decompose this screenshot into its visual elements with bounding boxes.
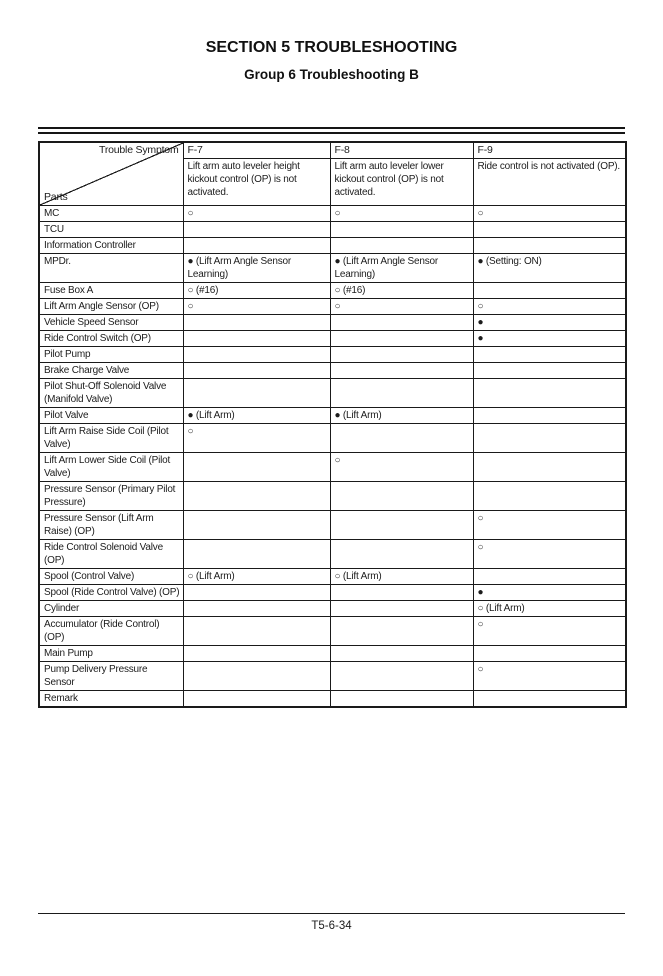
- symptom-cell: [330, 617, 473, 646]
- table-row: [39, 347, 626, 363]
- table-row: [39, 569, 626, 585]
- symptom-cell: ○ (#16): [183, 283, 330, 299]
- symptom-cell: [183, 363, 330, 379]
- symptom-cell: [183, 601, 330, 617]
- symptom-cell: ○: [473, 617, 626, 646]
- part-name-cell: Fuse Box A: [39, 283, 183, 299]
- troubleshooting-table: [38, 141, 627, 708]
- symptom-cell: [183, 315, 330, 331]
- symptom-description-f9: Ride control is not activated (OP).: [473, 159, 626, 206]
- page-subtitle: Group 6 Troubleshooting B: [244, 67, 419, 82]
- symptom-cell: ● (Lift Arm): [330, 408, 473, 424]
- table-row: [39, 363, 626, 379]
- symptom-description-f8: Lift arm auto leveler lower kickout control (OP) is not activated.: [330, 159, 473, 206]
- table-row: [39, 424, 626, 453]
- symptom-cell: [330, 331, 473, 347]
- symptom-cell: [473, 238, 626, 254]
- symptom-cell: [473, 363, 626, 379]
- part-name-cell: MPDr.: [39, 254, 183, 283]
- symptom-cell: [183, 662, 330, 691]
- symptom-cell: ●: [473, 331, 626, 347]
- symptom-cell: [330, 585, 473, 601]
- table-row: [39, 511, 626, 540]
- symptom-cell: [473, 347, 626, 363]
- symptom-cell: ○: [183, 206, 330, 222]
- table-row: [39, 283, 626, 299]
- part-name-cell: Pressure Sensor (Primary Pilot Pressure): [39, 482, 183, 511]
- symptom-cell: [183, 222, 330, 238]
- symptom-cell: ● (Setting: ON): [473, 254, 626, 283]
- symptom-cell: [330, 601, 473, 617]
- part-name-cell: Spool (Control Valve): [39, 569, 183, 585]
- symptom-cell: [473, 379, 626, 408]
- symptom-cell: ○: [183, 424, 330, 453]
- symptom-cell: [330, 691, 473, 708]
- part-name-cell: Cylinder: [39, 601, 183, 617]
- symptom-cell: [330, 424, 473, 453]
- symptom-code-row: [39, 142, 626, 159]
- symptom-cell: ○: [473, 662, 626, 691]
- table-row: [39, 617, 626, 646]
- symptom-cell: ○: [473, 511, 626, 540]
- symptom-cell: ● (Lift Arm Angle Sensor Learning): [330, 254, 473, 283]
- table-row: [39, 299, 626, 315]
- symptom-cell: ●: [473, 585, 626, 601]
- symptom-cell: [473, 408, 626, 424]
- part-name-cell: Pressure Sensor (Lift Arm Raise) (OP): [39, 511, 183, 540]
- symptom-cell: [183, 585, 330, 601]
- part-name-cell: Spool (Ride Control Valve) (OP): [39, 585, 183, 601]
- symptom-cell: ○: [330, 299, 473, 315]
- symptom-cell: ●: [473, 315, 626, 331]
- table-row: [39, 379, 626, 408]
- symptom-cell: [330, 222, 473, 238]
- symptom-cell: [330, 238, 473, 254]
- parts-rows: [39, 206, 626, 708]
- part-name-cell: Brake Charge Valve: [39, 363, 183, 379]
- symptom-cell: ○: [473, 540, 626, 569]
- table-row: [39, 453, 626, 482]
- part-name-cell: Vehicle Speed Sensor: [39, 315, 183, 331]
- symptom-cell: ○: [183, 299, 330, 315]
- part-name-cell: Pilot Valve: [39, 408, 183, 424]
- symptom-cell: ○ (Lift Arm): [473, 601, 626, 617]
- symptom-cell: [183, 347, 330, 363]
- column-header-f8: F-8: [330, 142, 473, 159]
- part-name-cell: MC: [39, 206, 183, 222]
- table-row: [39, 482, 626, 511]
- table-row: [39, 540, 626, 569]
- page-title: SECTION 5 TROUBLESHOOTING: [205, 39, 458, 56]
- symptom-cell: [183, 511, 330, 540]
- parts-label: Parts: [44, 191, 68, 203]
- symptom-cell: ● (Lift Arm Angle Sensor Learning): [183, 254, 330, 283]
- trouble-symptom-label: Trouble Symptom: [99, 144, 179, 156]
- symptom-cell: ○: [330, 453, 473, 482]
- symptom-cell: [183, 482, 330, 511]
- symptom-cell: [473, 424, 626, 453]
- symptom-cell: [330, 646, 473, 662]
- symptom-cell: [473, 453, 626, 482]
- symptom-cell: [330, 662, 473, 691]
- column-header-f9: F-9: [473, 142, 626, 159]
- symptom-cell: [330, 315, 473, 331]
- table-row: [39, 601, 626, 617]
- symptom-cell: [473, 482, 626, 511]
- symptom-cell: [473, 691, 626, 708]
- symptom-cell: [183, 540, 330, 569]
- corner-diagonal-cell: [39, 142, 183, 206]
- table-row: [39, 662, 626, 691]
- table-row: [39, 691, 626, 708]
- page-number: T5-6-34: [38, 913, 625, 932]
- symptom-cell: [183, 691, 330, 708]
- symptom-cell: [183, 379, 330, 408]
- symptom-cell: [183, 453, 330, 482]
- table-row: [39, 238, 626, 254]
- symptom-cell: [183, 331, 330, 347]
- part-name-cell: Ride Control Switch (OP): [39, 331, 183, 347]
- page-content: [38, 127, 625, 708]
- table-row: [39, 315, 626, 331]
- table-row: [39, 585, 626, 601]
- part-name-cell: Pilot Shut-Off Solenoid Valve (Manifold Valve): [39, 379, 183, 408]
- symptom-cell: [473, 222, 626, 238]
- part-name-cell: Lift Arm Lower Side Coil (Pilot Valve): [39, 453, 183, 482]
- symptom-cell: ○: [473, 299, 626, 315]
- table-row: [39, 206, 626, 222]
- part-name-cell: Lift Arm Angle Sensor (OP): [39, 299, 183, 315]
- symptom-cell: [473, 283, 626, 299]
- table-row: [39, 222, 626, 238]
- symptom-cell: [330, 347, 473, 363]
- part-name-cell: Ride Control Solenoid Valve (OP): [39, 540, 183, 569]
- table-row: [39, 408, 626, 424]
- part-name-cell: Lift Arm Raise Side Coil (Pilot Valve): [39, 424, 183, 453]
- symptom-description-f7: Lift arm auto leveler height kickout control (OP) is not activated.: [183, 159, 330, 206]
- symptom-cell: ○ (#16): [330, 283, 473, 299]
- part-name-cell: Accumulator (Ride Control) (OP): [39, 617, 183, 646]
- table-row: [39, 331, 626, 347]
- symptom-cell: ○: [473, 206, 626, 222]
- symptom-cell: [330, 540, 473, 569]
- part-name-cell: TCU: [39, 222, 183, 238]
- table-row: [39, 254, 626, 283]
- part-name-cell: Pump Delivery Pressure Sensor: [39, 662, 183, 691]
- symptom-cell: [330, 379, 473, 408]
- table-row: [39, 646, 626, 662]
- symptom-cell: [330, 363, 473, 379]
- part-name-cell: Main Pump: [39, 646, 183, 662]
- column-header-f7: F-7: [183, 142, 330, 159]
- symptom-cell: [183, 646, 330, 662]
- part-name-cell: Remark: [39, 691, 183, 708]
- symptom-cell: [330, 511, 473, 540]
- symptom-cell: [183, 238, 330, 254]
- symptom-cell: ○ (Lift Arm): [183, 569, 330, 585]
- symptom-cell: ● (Lift Arm): [183, 408, 330, 424]
- symptom-cell: ○ (Lift Arm): [330, 569, 473, 585]
- part-name-cell: Pilot Pump: [39, 347, 183, 363]
- symptom-cell: [183, 617, 330, 646]
- symptom-cell: [473, 646, 626, 662]
- symptom-cell: [330, 482, 473, 511]
- header-double-rule: [38, 127, 625, 134]
- part-name-cell: Information Controller: [39, 238, 183, 254]
- symptom-cell: [473, 569, 626, 585]
- symptom-cell: ○: [330, 206, 473, 222]
